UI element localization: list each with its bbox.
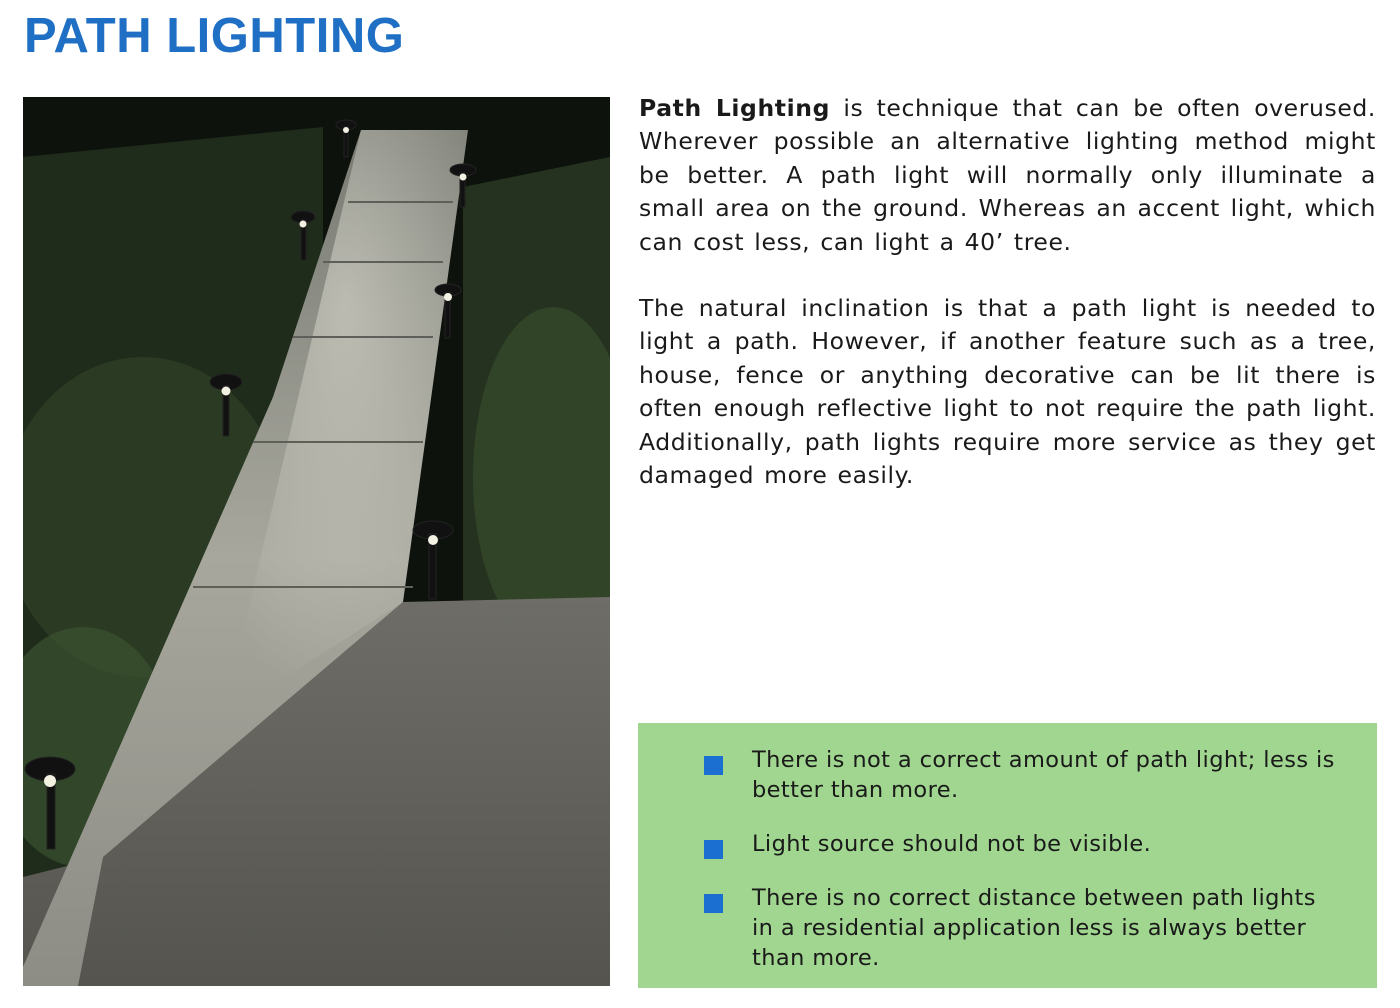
square-bullet-icon [704,840,723,859]
list-item [704,745,1344,805]
body-text [639,92,1376,525]
tip-text-2: Light source should not be visible. [752,831,1152,857]
tip-text-3: There is no correct distance between path lights in a residential application less is always better than more. [752,885,1316,971]
list-item [704,829,1344,859]
square-bullet-icon [704,894,723,913]
list-item [704,883,1344,973]
tips-callout [638,723,1377,988]
square-bullet-icon [704,756,723,775]
page-title: PATH LIGHTING [24,9,405,63]
body-paragraph-1-lead: Path Lighting [639,94,831,122]
tip-text-1: There is not a correct amount of path light; less is better than more. [752,747,1335,803]
path-lighting-photo [23,97,610,986]
body-paragraph-1 [639,92,1376,259]
body-paragraph-1-text: is technique that can be often overused. Wherever possible an alternative lighting method might be better. A path light will normally only illuminate a small area on the ground. Whereas an accent light, which can cost less, can light a 40’ tree. [639,94,1376,256]
body-paragraph-2: The natural inclination is that a path light is needed to light a path. However, if another feature such as a tree, house, fence or anything decorative can be lit there is often enough reflective light to not require the path light. Additionally, path lights require more service as they get damaged more easily. [639,294,1376,490]
